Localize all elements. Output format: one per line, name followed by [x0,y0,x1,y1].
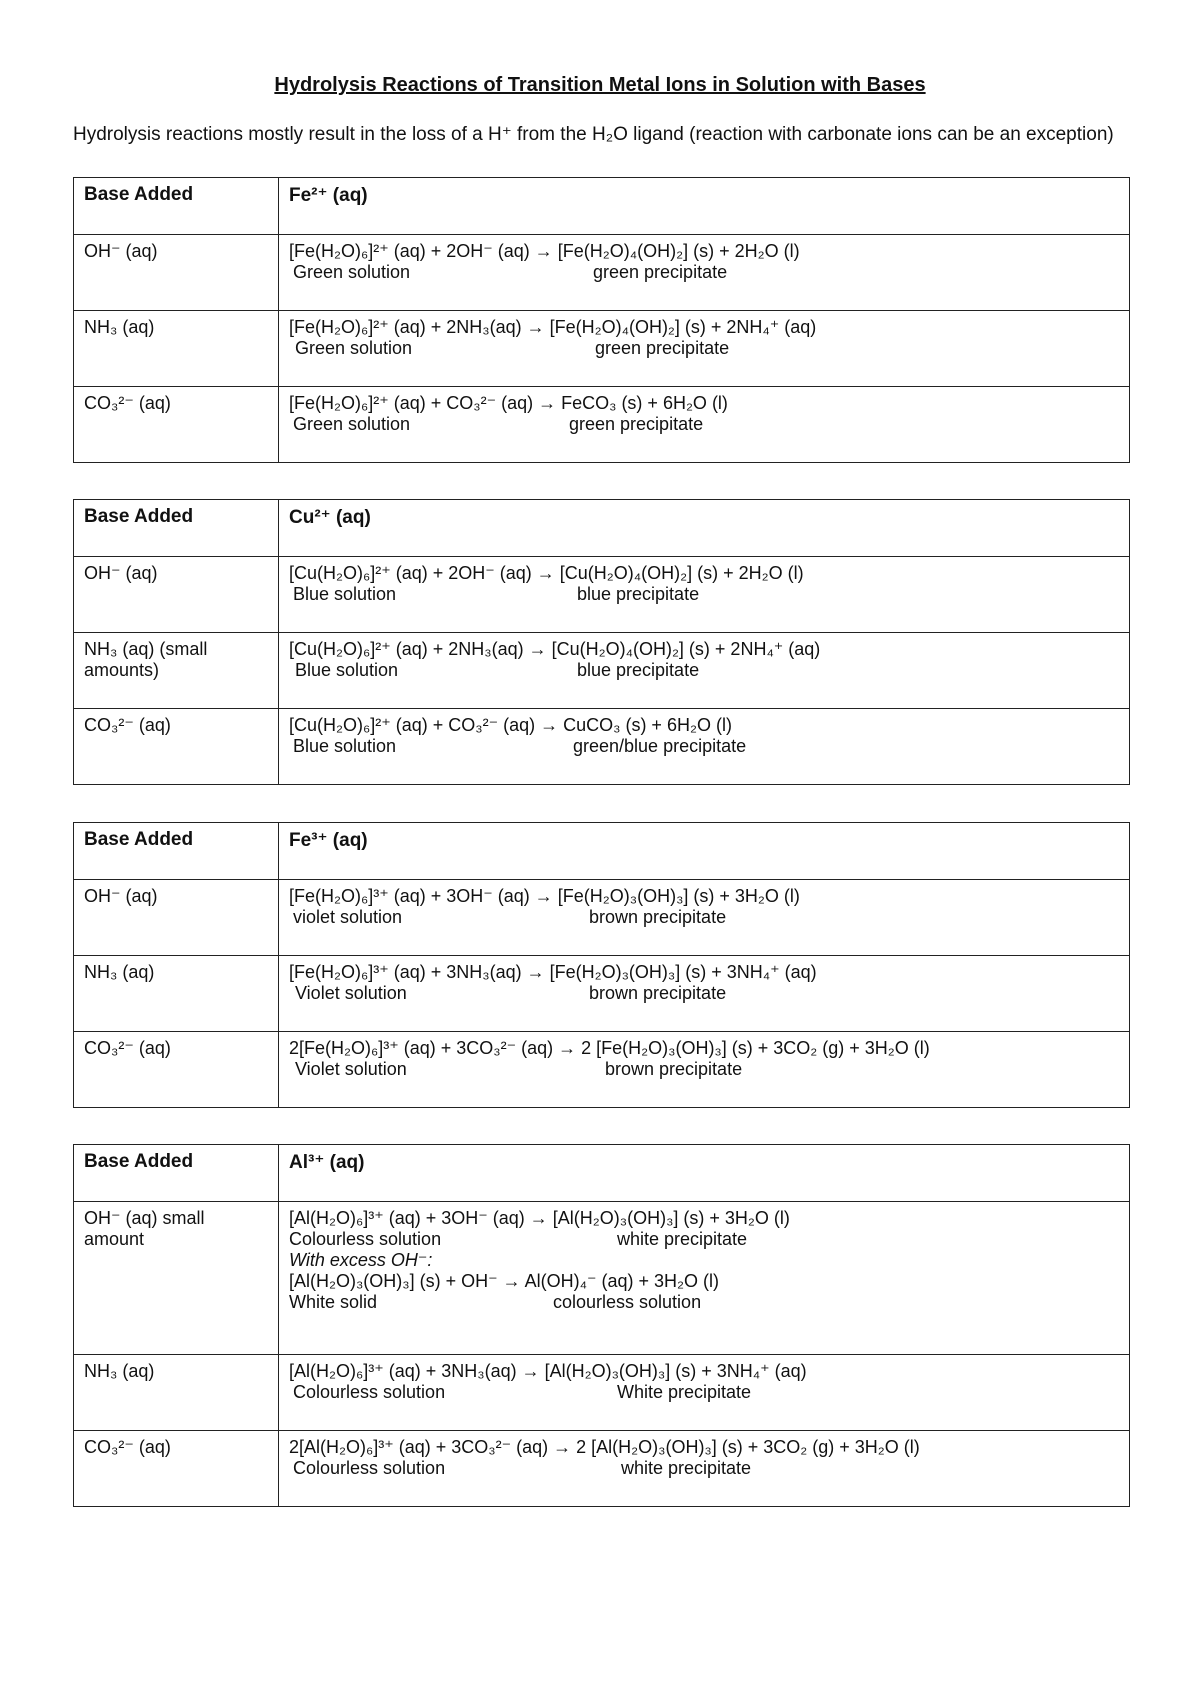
equation: 2[Fe(H₂O)₆]³⁺ (aq) + 3CO₃²⁻ (aq) → 2 [Fe(H₂O)₃(OH)₃] (s) + 3CO₂ (g) + 3H₂O (l) [289,1038,930,1058]
reaction-table-cu2 [73,499,1130,785]
observation-reactant: Blue solution [295,660,399,680]
observation-reactant: violet solution [293,907,403,927]
table-header-row [74,823,1130,880]
header-base-added: Base Added [74,178,279,235]
observation-product: blue precipitate [577,584,700,604]
observation-line [289,584,1119,605]
observation-product: white precipitate [617,1229,748,1249]
observation-product: brown precipitate [589,907,727,927]
base-cell: NH₃ (aq) [74,311,279,387]
table-header-row [74,500,1130,557]
observation-product: blue precipitate [577,660,700,680]
header-metal-ion: Al³⁺ (aq) [279,1145,1130,1202]
base-cell: CO₃²⁻ (aq) [74,709,279,785]
equation: [Cu(H₂O)₆]²⁺ (aq) + CO₃²⁻ (aq) → CuCO₃ (s) + 6H₂O (l) [289,715,732,735]
reaction-cell [279,235,1130,311]
reaction-cell [279,1431,1130,1507]
reaction-cell [279,709,1130,785]
observation-reactant: Green solution [293,262,411,282]
observation-line [289,1229,1119,1250]
base-cell: OH⁻ (aq) [74,880,279,956]
equation: [Cu(H₂O)₆]²⁺ (aq) + 2OH⁻ (aq) → [Cu(H₂O)₄(OH)₂] (s) + 2H₂O (l) [289,563,804,583]
observation-line [289,736,1119,757]
equation: [Cu(H₂O)₆]²⁺ (aq) + 2NH₃(aq) → [Cu(H₂O)₄(OH)₂] (s) + 2NH₄⁺ (aq) [289,639,821,659]
observation-product: brown precipitate [589,983,727,1003]
observation-line [289,660,1119,681]
reaction-table-al3 [73,1144,1130,1507]
observation-reactant: Blue solution [293,584,397,604]
equation: [Fe(H₂O)₆]³⁺ (aq) + 3NH₃(aq) → [Fe(H₂O)₃(OH)₃] (s) + 3NH₄⁺ (aq) [289,962,817,982]
table-row [74,880,1130,956]
table-row [74,1202,1130,1355]
header-base-added: Base Added [74,500,279,557]
table-row [74,1032,1130,1108]
observation-reactant: Colourless solution [289,1229,442,1249]
page-title: Hydrolysis Reactions of Transition Metal Ions in Solution with Bases [274,74,926,96]
observation-reactant: Green solution [295,338,413,358]
base-cell: NH₃ (aq) (small amounts) [74,633,279,709]
observation-line [289,1382,1119,1403]
header-metal-ion: Cu²⁺ (aq) [279,500,1130,557]
base-cell: OH⁻ (aq) [74,557,279,633]
reaction-cell [279,633,1130,709]
excess-observation-reactant: White solid [289,1292,378,1312]
table-row [74,557,1130,633]
base-cell: NH₃ (aq) [74,956,279,1032]
base-cell: CO₃²⁻ (aq) [74,387,279,463]
table-row [74,633,1130,709]
observation-product: green precipitate [593,262,728,282]
base-cell: CO₃²⁻ (aq) [74,1431,279,1507]
reaction-cell [279,880,1130,956]
observation-line [289,1458,1119,1479]
table-row [74,1355,1130,1431]
equation: 2[Al(H₂O)₆]³⁺ (aq) + 3CO₃²⁻ (aq) → 2 [Al(H₂O)₃(OH)₃] (s) + 3CO₂ (g) + 3H₂O (l) [289,1437,920,1457]
reaction-cell [279,1202,1130,1355]
base-cell: OH⁻ (aq) small amount [74,1202,279,1355]
excess-observation-product: colourless solution [553,1292,702,1312]
table-row [74,311,1130,387]
table-header-row [74,178,1130,235]
observation-product: White precipitate [617,1382,752,1402]
observation-reactant: Colourless solution [293,1458,446,1478]
reaction-cell [279,387,1130,463]
observation-product: white precipitate [621,1458,752,1478]
reaction-cell [279,557,1130,633]
table-row [74,387,1130,463]
intro-paragraph: Hydrolysis reactions mostly result in the loss of a H⁺ from the H₂O ligand (reaction with carbonate ions can be an exception) [73,124,1114,145]
excess-label: With excess OH⁻: [289,1250,433,1270]
base-cell: NH₃ (aq) [74,1355,279,1431]
observation-line [289,414,1119,435]
observation-line [289,1059,1119,1080]
reaction-cell [279,1032,1130,1108]
equation: [Fe(H₂O)₆]²⁺ (aq) + 2NH₃(aq) → [Fe(H₂O)₄(OH)₂] (s) + 2NH₄⁺ (aq) [289,317,817,337]
observation-line [289,262,1119,283]
equation: [Fe(H₂O)₆]²⁺ (aq) + CO₃²⁻ (aq) → FeCO₃ (s) + 6H₂O (l) [289,393,728,413]
observation-reactant: Violet solution [295,983,407,1003]
observation-line [289,983,1119,1004]
observation-product: green precipitate [569,414,704,434]
header-metal-ion: Fe²⁺ (aq) [279,178,1130,235]
observation-line [289,338,1119,359]
observation-reactant: Colourless solution [293,1382,446,1402]
table-row [74,1431,1130,1507]
equation: [Al(H₂O)₆]³⁺ (aq) + 3OH⁻ (aq) → [Al(H₂O)₃(OH)₃] (s) + 3H₂O (l) [289,1208,790,1228]
observation-product: green/blue precipitate [573,736,747,756]
reaction-table-fe3 [73,822,1130,1108]
header-base-added: Base Added [74,823,279,880]
observation-reactant: Blue solution [293,736,397,756]
equation: [Fe(H₂O)₆]²⁺ (aq) + 2OH⁻ (aq) → [Fe(H₂O)₄(OH)₂] (s) + 2H₂O (l) [289,241,800,261]
observation-product: green precipitate [595,338,730,358]
base-cell: CO₃²⁻ (aq) [74,1032,279,1108]
reaction-cell [279,1355,1130,1431]
excess-observation-line [289,1292,1119,1313]
equation: [Fe(H₂O)₆]³⁺ (aq) + 3OH⁻ (aq) → [Fe(H₂O)₃(OH)₃] (s) + 3H₂O (l) [289,886,800,906]
header-base-added: Base Added [74,1145,279,1202]
table-header-row [74,1145,1130,1202]
reaction-cell [279,311,1130,387]
observation-reactant: Green solution [293,414,411,434]
base-cell: OH⁻ (aq) [74,235,279,311]
observation-product: brown precipitate [605,1059,743,1079]
reaction-table-fe2 [73,177,1130,463]
observation-line [289,907,1119,928]
table-row [74,709,1130,785]
excess-equation: [Al(H₂O)₃(OH)₃] (s) + OH⁻ → Al(OH)₄⁻ (aq) + 3H₂O (l) [289,1271,719,1291]
reaction-cell [279,956,1130,1032]
table-row [74,956,1130,1032]
header-metal-ion: Fe³⁺ (aq) [279,823,1130,880]
observation-reactant: Violet solution [295,1059,407,1079]
table-row [74,235,1130,311]
equation: [Al(H₂O)₆]³⁺ (aq) + 3NH₃(aq) → [Al(H₂O)₃(OH)₃] (s) + 3NH₄⁺ (aq) [289,1361,807,1381]
